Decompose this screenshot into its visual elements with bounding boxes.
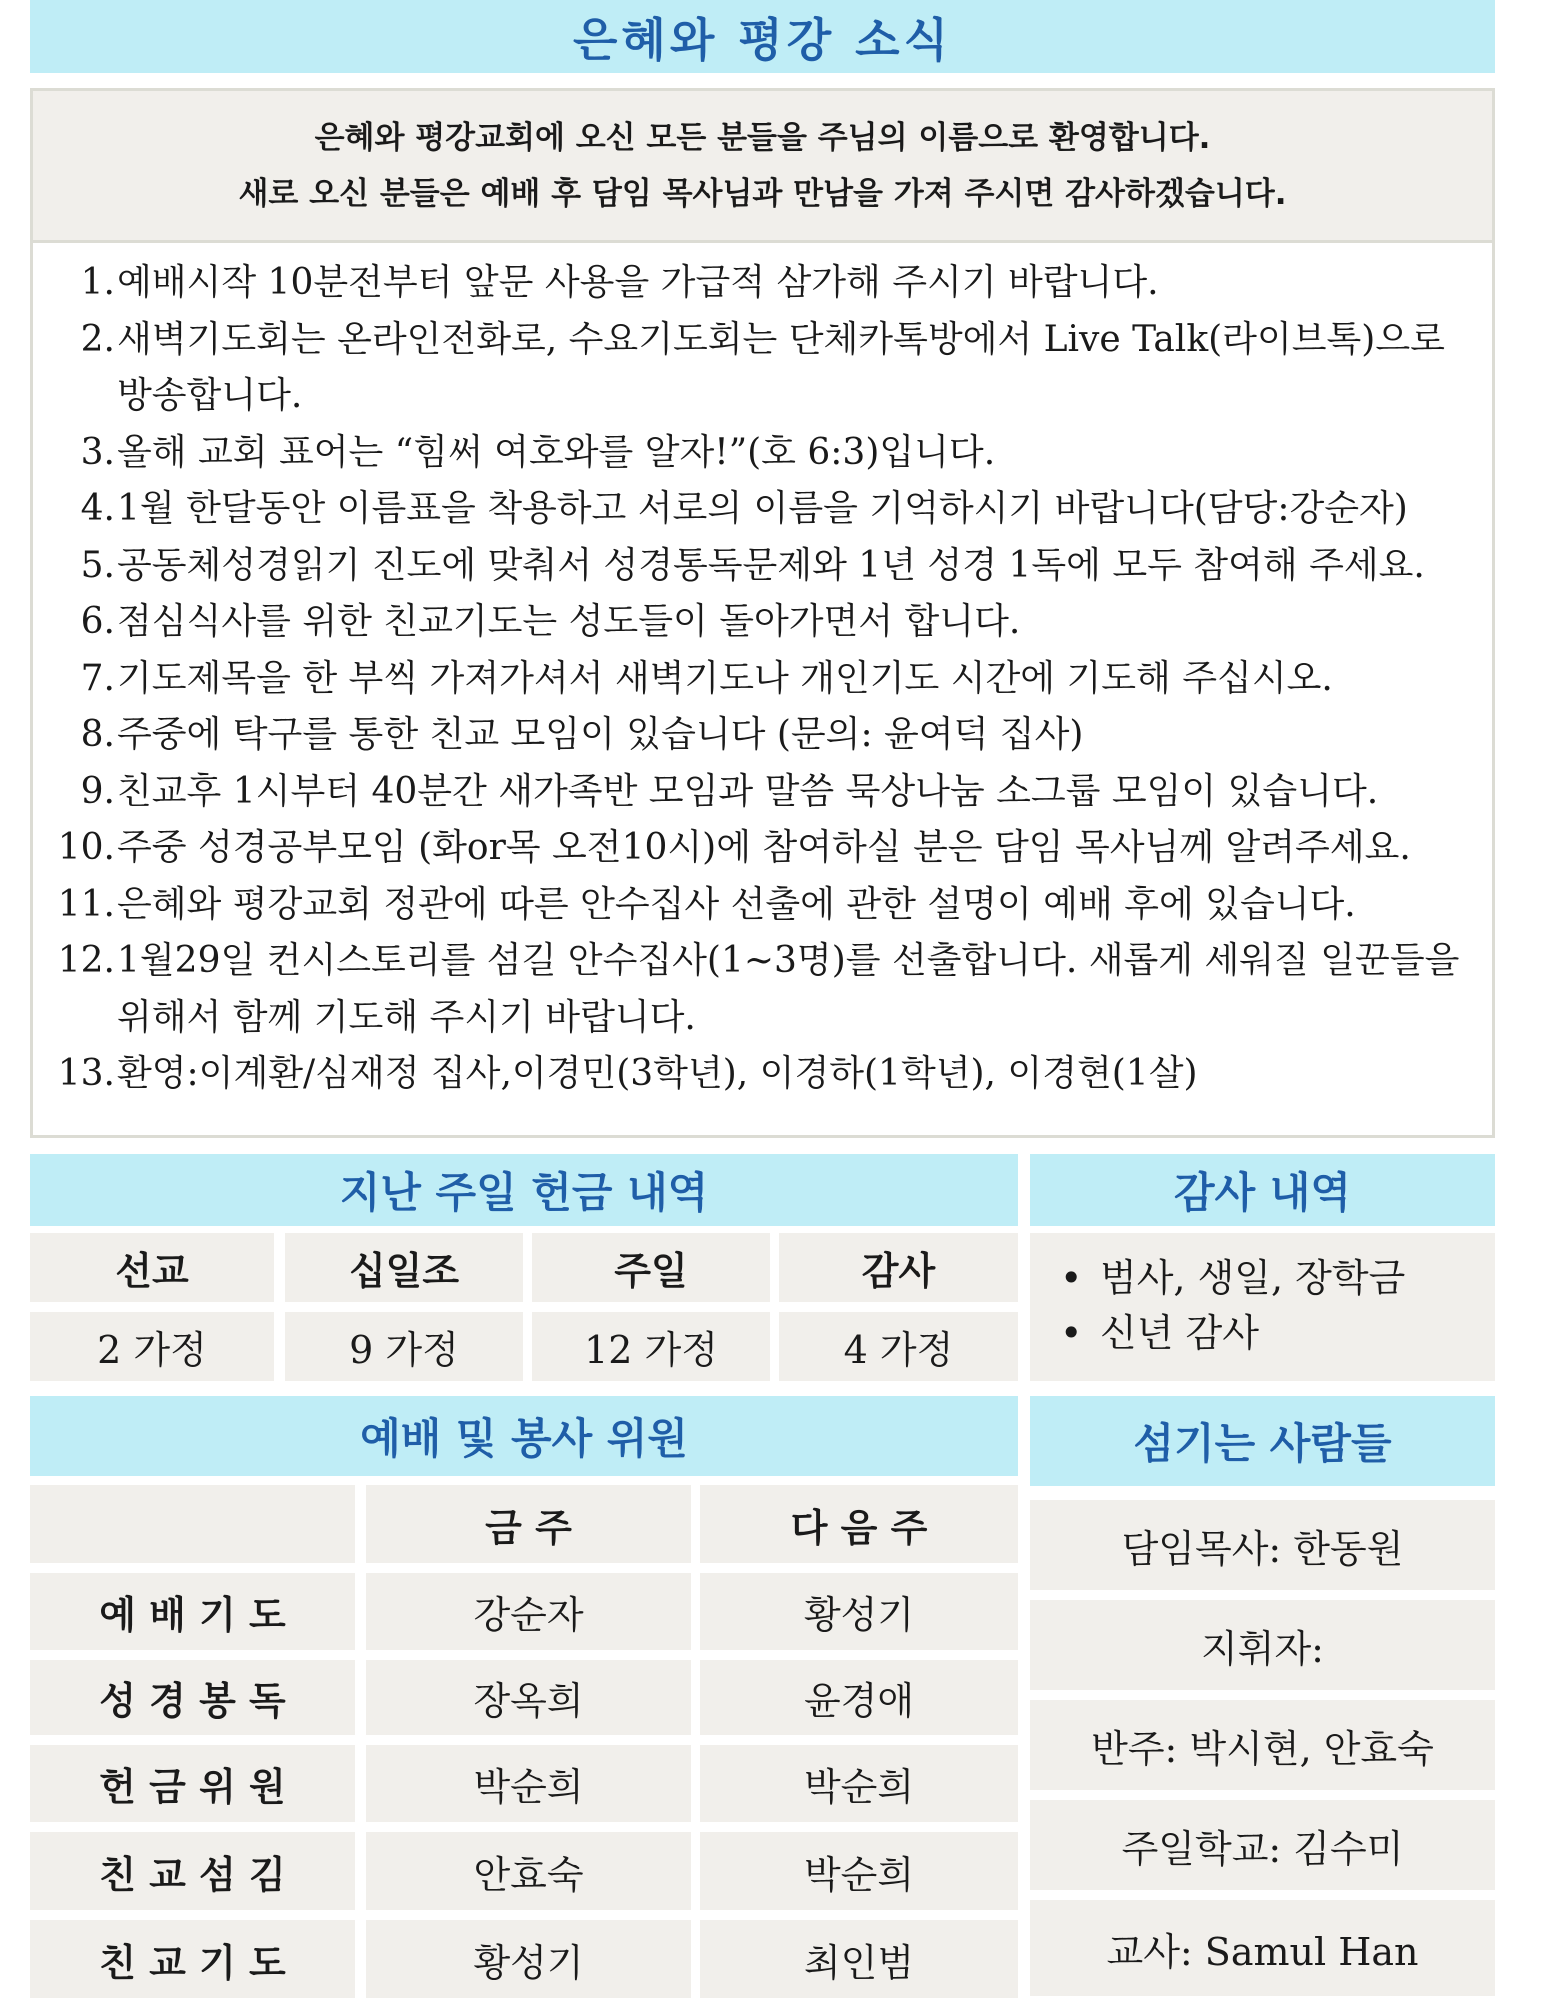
service-next-week-name: 최인범 bbox=[700, 1920, 1018, 1998]
service-this-week-name: 박순희 bbox=[366, 1745, 691, 1822]
service-next-week-name: 황성기 bbox=[700, 1573, 1018, 1650]
notice-number: 13. bbox=[57, 1053, 115, 1094]
notice-item bbox=[33, 651, 1492, 708]
service-this-week-name: 강순자 bbox=[366, 1573, 691, 1650]
server-sunday-school: 주일학교: 김수미 bbox=[1030, 1800, 1495, 1890]
service-role: 헌 금 위 원 bbox=[30, 1745, 355, 1822]
thanks-title: 감사 내역 bbox=[1030, 1154, 1495, 1226]
notice-text: 예배시작 10분전부터 앞문 사용을 가급적 삼가해 주시기 바랍니다. bbox=[117, 262, 1159, 303]
notice-text: 주중 성경공부모임 (화or목 오전10시)에 참여하실 분은 담임 목사님께 알려주세요. bbox=[117, 827, 1411, 868]
notice-item bbox=[33, 425, 1492, 482]
notice-item bbox=[33, 764, 1492, 821]
offering-title: 지난 주일 헌금 내역 bbox=[30, 1154, 1018, 1226]
server-accompanist: 반주: 박시현, 안효숙 bbox=[1030, 1700, 1495, 1790]
server-pastor: 담임목사: 한동원 bbox=[1030, 1500, 1495, 1590]
server-conductor: 지휘자: bbox=[1030, 1600, 1495, 1690]
notice-number: 4. bbox=[80, 488, 115, 529]
offering-label-tithe: 십일조 bbox=[285, 1233, 523, 1302]
thanks-item-text: 범사, 생일, 장학금 bbox=[1100, 1256, 1406, 1300]
notice-text: 주중에 탁구를 통한 친교 모임이 있습니다 (문의: 윤여덕 집사) bbox=[117, 714, 1084, 755]
page-title: 은혜와 평강 소식 bbox=[30, 0, 1495, 73]
welcome-line-2: 새로 오신 분들은 예배 후 담임 목사님과 만남을 가져 주시면 감사하겠습니다. bbox=[238, 175, 1287, 212]
notice-item bbox=[33, 481, 1492, 538]
notice-text: 기도제목을 한 부씩 가져가셔서 새벽기도나 개인기도 시간에 기도해 주십시오. bbox=[117, 657, 1333, 699]
offering-label-thanks: 감사 bbox=[779, 1233, 1018, 1302]
notice-number: 3. bbox=[80, 431, 115, 473]
offering-label-sunday: 주일 bbox=[532, 1233, 770, 1302]
list-item bbox=[1060, 1306, 1495, 1361]
welcome-line-1: 은혜와 평강교회에 오신 모든 분들을 주님의 이름으로 환영합니다. bbox=[314, 119, 1211, 156]
notice-item bbox=[33, 312, 1492, 425]
service-role: 친 교 섬 김 bbox=[30, 1832, 355, 1910]
notice-text: 올해 교회 표어는 “힘써 여호와를 알자!”(호 6:3)입니다. bbox=[117, 431, 996, 473]
list-item bbox=[1060, 1251, 1495, 1306]
notice-item bbox=[33, 1046, 1492, 1103]
notice-text: 1월 한달동안 이름표을 착용하고 서로의 이름을 기억하시기 바랍니다(담당:강순자) bbox=[117, 488, 1408, 529]
bullet-icon: • bbox=[1060, 1311, 1083, 1355]
service-role: 성 경 봉 독 bbox=[30, 1660, 355, 1735]
notice-number: 1. bbox=[80, 262, 115, 303]
service-col-next-week: 다 음 주 bbox=[700, 1485, 1018, 1563]
offering-value-mission: 2 가정 bbox=[30, 1312, 274, 1381]
thanks-list bbox=[1030, 1233, 1495, 1381]
notice-item bbox=[33, 538, 1492, 595]
offering-value-tithe: 9 가정 bbox=[285, 1312, 523, 1381]
server-teacher: 교사: Samul Han bbox=[1030, 1900, 1495, 1996]
notice-number: 12. bbox=[57, 940, 115, 981]
notice-text: 1월29일 컨시스토리를 섬길 안수집사(1~3명)를 선출합니다. 새롭게 세워질 일꾼들을 위해서 함께 기도해 주시기 바랍니다. bbox=[117, 940, 1460, 1038]
notice-number: 6. bbox=[80, 601, 115, 642]
notice-number: 7. bbox=[80, 657, 115, 699]
service-this-week-name: 안효숙 bbox=[366, 1832, 691, 1910]
servers-title: 섬기는 사람들 bbox=[1030, 1396, 1495, 1486]
notice-number: 8. bbox=[80, 714, 115, 755]
notice-text: 친교후 1시부터 40분간 새가족반 모임과 말씀 묵상나눔 소그룹 모임이 있습니다. bbox=[117, 770, 1379, 812]
service-next-week-name: 박순희 bbox=[700, 1745, 1018, 1822]
notice-text: 은혜와 평강교회 정관에 따른 안수집사 선출에 관한 설명이 예배 후에 있습니다. bbox=[117, 883, 1356, 925]
service-this-week-name: 장옥희 bbox=[366, 1660, 691, 1735]
service-next-week-name: 윤경애 bbox=[700, 1660, 1018, 1735]
offering-value-thanks: 4 가정 bbox=[779, 1312, 1018, 1381]
notice-text: 새벽기도회는 온라인전화로, 수요기도회는 단체카톡방에서 Live Talk(라이브톡)으로 방송합니다. bbox=[117, 318, 1445, 416]
notice-text: 공동체성경읽기 진도에 맞춰서 성경통독문제와 1년 성경 1독에 모두 참여해 주세요. bbox=[117, 544, 1425, 586]
notice-item bbox=[33, 933, 1492, 1046]
offering-value-sunday: 12 가정 bbox=[532, 1312, 770, 1381]
offering-label-mission: 선교 bbox=[30, 1233, 274, 1302]
thanks-item-text: 신년 감사 bbox=[1100, 1311, 1259, 1355]
service-next-week-name: 박순희 bbox=[700, 1832, 1018, 1910]
notice-text: 점심식사를 위한 친교기도는 성도들이 돌아가면서 합니다. bbox=[117, 601, 1021, 642]
notice-item bbox=[33, 820, 1492, 877]
bullet-icon: • bbox=[1060, 1256, 1083, 1300]
notice-item bbox=[33, 594, 1492, 651]
service-title: 예배 및 봉사 위원 bbox=[30, 1396, 1018, 1476]
notice-number: 2. bbox=[80, 318, 115, 360]
welcome-box bbox=[30, 88, 1495, 240]
notice-number: 11. bbox=[57, 883, 115, 925]
notice-number: 10. bbox=[57, 827, 115, 868]
notice-item bbox=[33, 707, 1492, 764]
notice-item bbox=[33, 877, 1492, 934]
notice-text: 환영:이계환/심재정 집사,이경민(3학년), 이경하(1학년), 이경현(1살) bbox=[117, 1053, 1198, 1094]
notice-number: 5. bbox=[80, 544, 115, 586]
service-role: 친 교 기 도 bbox=[30, 1920, 355, 1998]
service-corner-cell bbox=[30, 1485, 355, 1563]
service-this-week-name: 황성기 bbox=[366, 1920, 691, 1998]
service-role: 예 배 기 도 bbox=[30, 1573, 355, 1650]
notice-list bbox=[30, 240, 1495, 1138]
notice-number: 9. bbox=[80, 770, 115, 812]
service-col-this-week: 금 주 bbox=[366, 1485, 691, 1563]
notice-item bbox=[33, 255, 1492, 312]
